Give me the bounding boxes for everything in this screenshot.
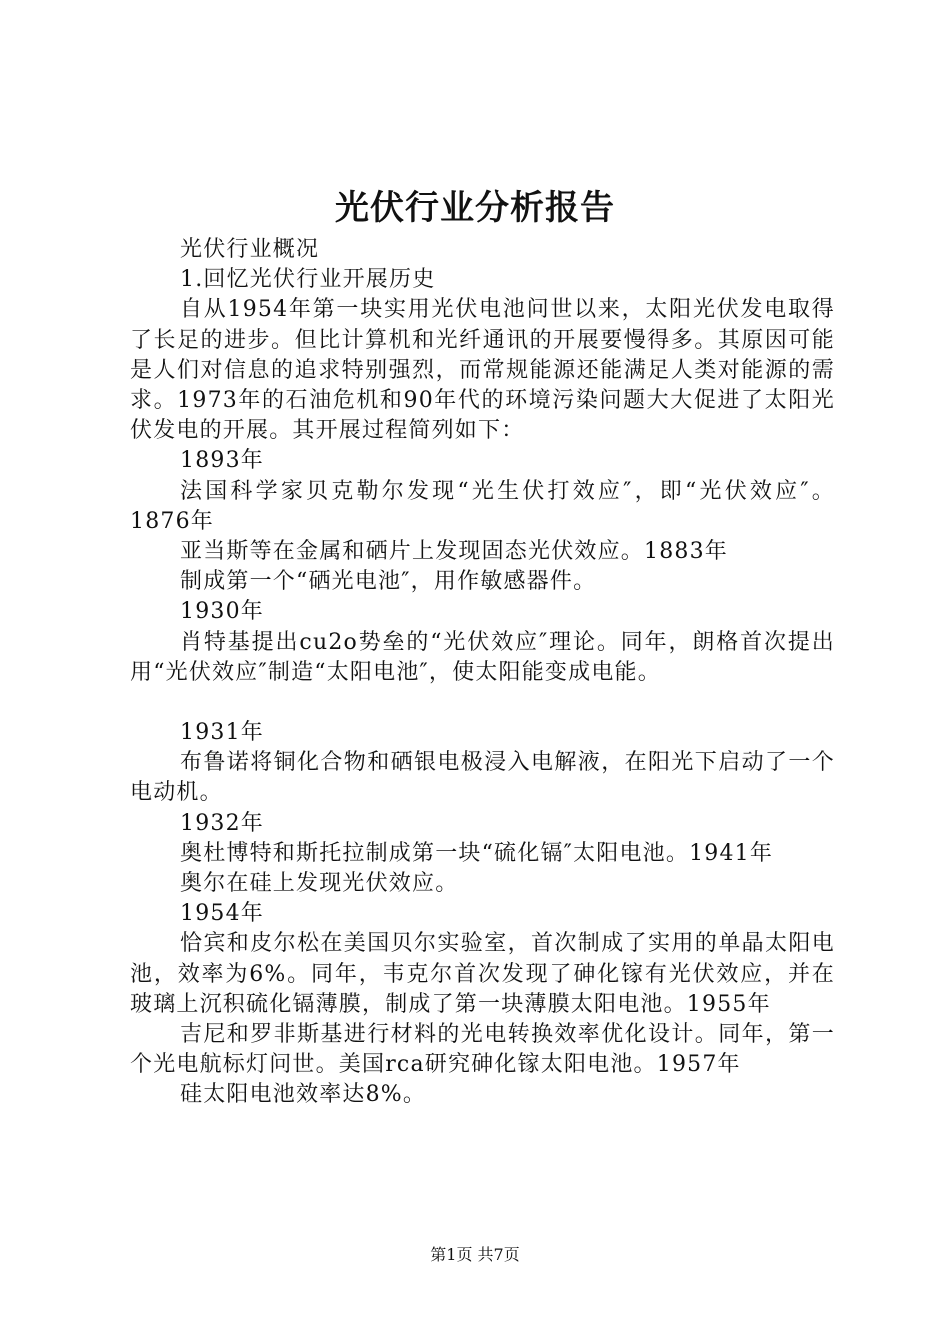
history-paragraph: 法国科学家贝克勒尔发现“光生伏打效应″，即“光伏效应″。1876年 xyxy=(130,478,835,534)
intro-paragraph: 自从1954年第一块实用光伏电池问世以来，太阳光伏发电取得了长足的进步。但比计算机和光纤通讯的开展要慢得多。其原因可能是人们对信息的追求特别强烈，而常规能源还能满足人类对能源的需求。1973年的石油危机和90年代的环境污染问题大大促进了太阳光伏发电的开展。其开展过程简列如下： xyxy=(130,297,835,444)
history-paragraph: 硅太阳电池效率达8%。 xyxy=(180,1082,427,1108)
history-paragraph: 吉尼和罗非斯基进行材料的光电转换效率优化设计。同年，第一个光电航标灯问世。美国rca研究砷化镓太阳电池。1957年 xyxy=(130,1022,835,1078)
history-paragraph: 奥杜博特和斯托拉制成第一块“硫化镉″太阳电池。1941年 xyxy=(180,840,774,866)
page-footer: 第1页 共7页 xyxy=(430,1245,520,1264)
history-paragraph: 肖特基提出cu2o势垒的“光伏效应″理论。同年，朗格首次提出用“光伏效应″制造“太阳电池″，使太阳能变成电能。 xyxy=(130,629,835,685)
year-label: 1954年 xyxy=(180,901,264,927)
year-label: 1931年 xyxy=(180,720,264,746)
year-label: 1932年 xyxy=(180,810,264,836)
history-paragraph: 奥尔在硅上发现光伏效应。 xyxy=(180,871,459,897)
history-paragraph: 亚当斯等在金属和硒片上发现固态光伏效应。1883年 xyxy=(180,539,728,565)
history-paragraph: 布鲁诺将铜化合物和硒银电极浸入电解液，在阳光下启动了一个电动机。 xyxy=(130,750,835,806)
year-label: 1930年 xyxy=(180,599,264,625)
document-title: 光伏行业分析报告 xyxy=(335,188,615,228)
blank-line xyxy=(130,688,835,718)
section-heading: 光伏行业概况 xyxy=(180,237,320,262)
year-label: 1893年 xyxy=(180,448,264,474)
history-paragraph: 制成第一个“硒光电池″，用作敏感器件。 xyxy=(180,569,597,595)
document-body xyxy=(130,235,835,1111)
subsection-heading: 1.回忆光伏行业开展历史 xyxy=(180,267,436,293)
history-paragraph: 恰宾和皮尔松在美国贝尔实验室，首次制成了实用的单晶太阳电池，效率为6%。同年，韦克尔首次发现了砷化镓有光伏效应，并在玻璃上沉积硫化镉薄膜，制成了第一块薄膜太阳电池。1955年 xyxy=(130,931,835,1017)
